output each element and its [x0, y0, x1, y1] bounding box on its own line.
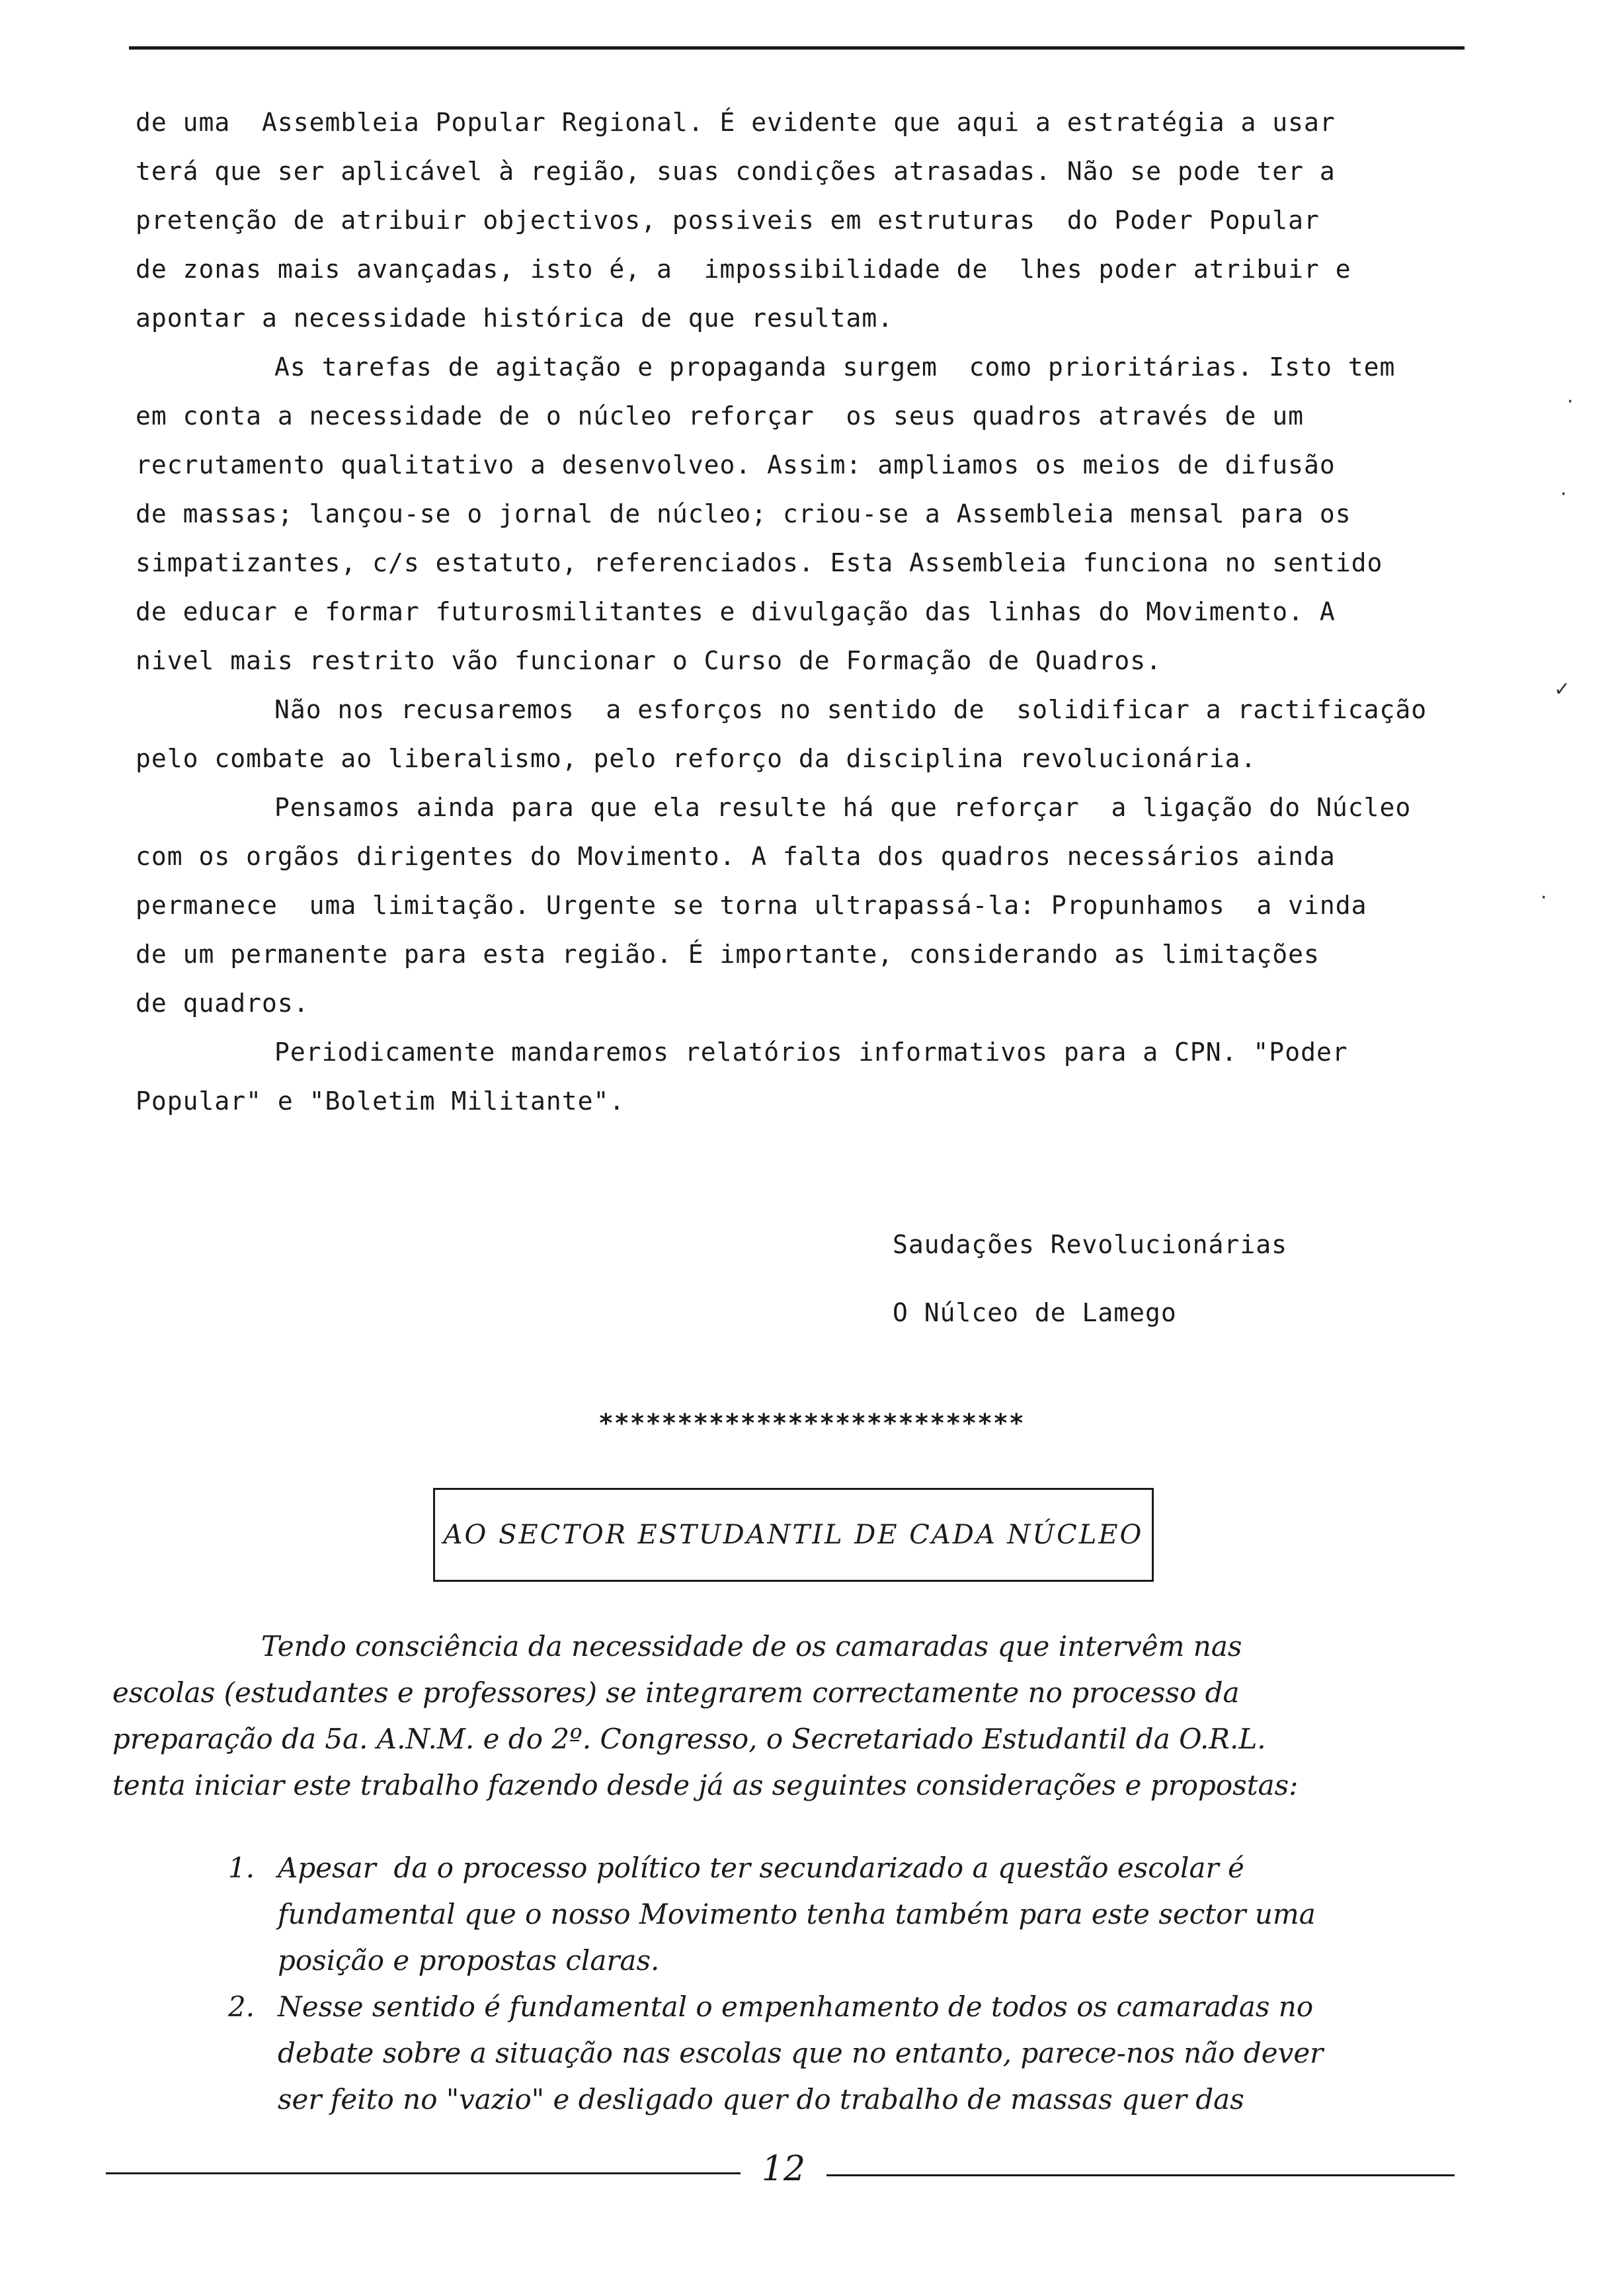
section-separator: *************************** — [598, 1409, 1025, 1438]
paragraph-line: permanece uma limitação. Urgente se torna ultrapassá-la: Propunhamos a vinda — [136, 891, 1367, 920]
intro-line: preparação da 5a. A.N.M. e do 2º. Congresso, o Secretariado Estudantil da O.R.L. — [112, 1723, 1266, 1755]
paragraph-line: de um permanente para esta região. É importante, considerando as limitações — [136, 940, 1320, 969]
paragraph-line: de quadros. — [136, 989, 309, 1018]
numbered-list — [228, 1845, 1484, 2123]
paragraph-line: Popular" e "Boletim Militante". — [136, 1086, 625, 1116]
paragraph-line: com os orgãos dirigentes do Movimento. A falta dos quadros necessários ainda — [136, 842, 1336, 871]
paragraph-line: apontar a necessidade histórica de que resultam. — [136, 304, 894, 333]
typed-body — [136, 98, 1458, 1126]
list-item-number: 1. — [228, 1852, 255, 1884]
intro-line: escolas (estudantes e professores) se integrarem correctamente no processo da — [112, 1676, 1240, 1709]
list-item-line: Apesar da o processo político ter secundarizado a questão escolar é — [278, 1852, 1244, 1884]
paragraph-line: recrutamento qualitativo a desenvolveo. Assim: ampliamos os meios de difusão — [136, 450, 1336, 479]
list-item-line: Nesse sentido é fundamental o empenhamento de todos os camaradas no — [278, 1990, 1314, 2023]
section-title-box — [433, 1488, 1154, 1582]
paragraph-2 — [136, 343, 1458, 685]
list-item-line: debate sobre a situação nas escolas que no entanto, parece-nos não dever — [278, 2037, 1324, 2069]
paragraph-line: As tarefas de agitação e propaganda surgem como prioritárias. Isto tem — [274, 352, 1396, 382]
intro-paragraph — [112, 1623, 1508, 1809]
paragraph-line: de massas; lançou-se o jornal de núcleo; criou-se a Assembleia mensal para os — [136, 499, 1351, 528]
scan-blemish: · — [1560, 483, 1567, 506]
paragraph-line: de uma Assembleia Popular Regional. É evidente que aqui a estratégia a usar — [136, 108, 1336, 137]
top-rule — [129, 46, 1465, 50]
scan-blemish: · — [1541, 886, 1547, 909]
scan-blemish: ✓ — [1554, 678, 1571, 701]
list-item-line: ser feito no "vazio" e desligado quer do trabalho de massas quer das — [278, 2083, 1244, 2115]
paragraph-line: de zonas mais avançadas, isto é, a impossibilidade de lhes poder atribuir e — [136, 255, 1351, 284]
signature-author: O Núlceo de Lamego — [893, 1298, 1177, 1327]
paragraph-line: de educar e formar futurosmilitantes e divulgação das linhas do Movimento. A — [136, 597, 1336, 626]
paragraph-line: em conta a necessidade de o núcleo reforçar os seus quadros através de um — [136, 401, 1304, 430]
list-item-number: 2. — [228, 1990, 255, 2023]
paragraph-line: terá que ser aplicável à região, suas condições atrasadas. Não se pode ter a — [136, 157, 1336, 186]
paragraph-3 — [136, 685, 1458, 783]
paragraph-4 — [136, 783, 1458, 1028]
page-number: 12 — [761, 2149, 806, 2189]
list-item-line: fundamental que o nosso Movimento tenha também para este sector uma — [278, 1898, 1316, 1930]
paragraph-line: pretenção de atribuir objectivos, possiveis em estruturas do Poder Popular — [136, 206, 1320, 235]
footer-rule-left — [106, 2172, 741, 2174]
paragraph-line: nivel mais restrito vão funcionar o Curso de Formação de Quadros. — [136, 646, 1162, 675]
signature-greeting: Saudações Revolucionárias — [893, 1230, 1287, 1259]
list-item — [228, 1845, 1484, 1984]
intro-line: Tendo consciência da necessidade de os camaradas que intervêm nas — [261, 1630, 1242, 1662]
footer-rule-right — [826, 2174, 1455, 2176]
paragraph-5 — [136, 1028, 1458, 1126]
paragraph-line: Periodicamente mandaremos relatórios informativos para a CPN. "Poder — [274, 1038, 1348, 1067]
scan-blemish: · — [1567, 390, 1574, 413]
section-title: AO SECTOR ESTUDANTIL DE CADA NÚCLEO — [443, 1520, 1144, 1550]
list-item — [228, 1984, 1484, 2123]
paragraph-line: Pensamos ainda para que ela resulte há que reforçar a ligação do Núcleo — [274, 793, 1412, 822]
page-footer — [106, 2149, 1455, 2202]
intro-line: tenta iniciar este trabalho fazendo desde já as seguintes considerações e propostas: — [112, 1769, 1299, 1801]
paragraph-line: Não nos recusaremos a esforços no sentido de solidificar a ractificação — [274, 695, 1427, 724]
paragraph-line: simpatizantes, c/s estatuto, referenciados. Esta Assembleia funciona no sentido — [136, 548, 1383, 577]
paragraph-1 — [136, 98, 1458, 343]
list-item-line: posição e propostas claras. — [278, 1944, 660, 1977]
paragraph-line: pelo combate ao liberalismo, pelo reforço da disciplina revolucionária. — [136, 744, 1257, 773]
